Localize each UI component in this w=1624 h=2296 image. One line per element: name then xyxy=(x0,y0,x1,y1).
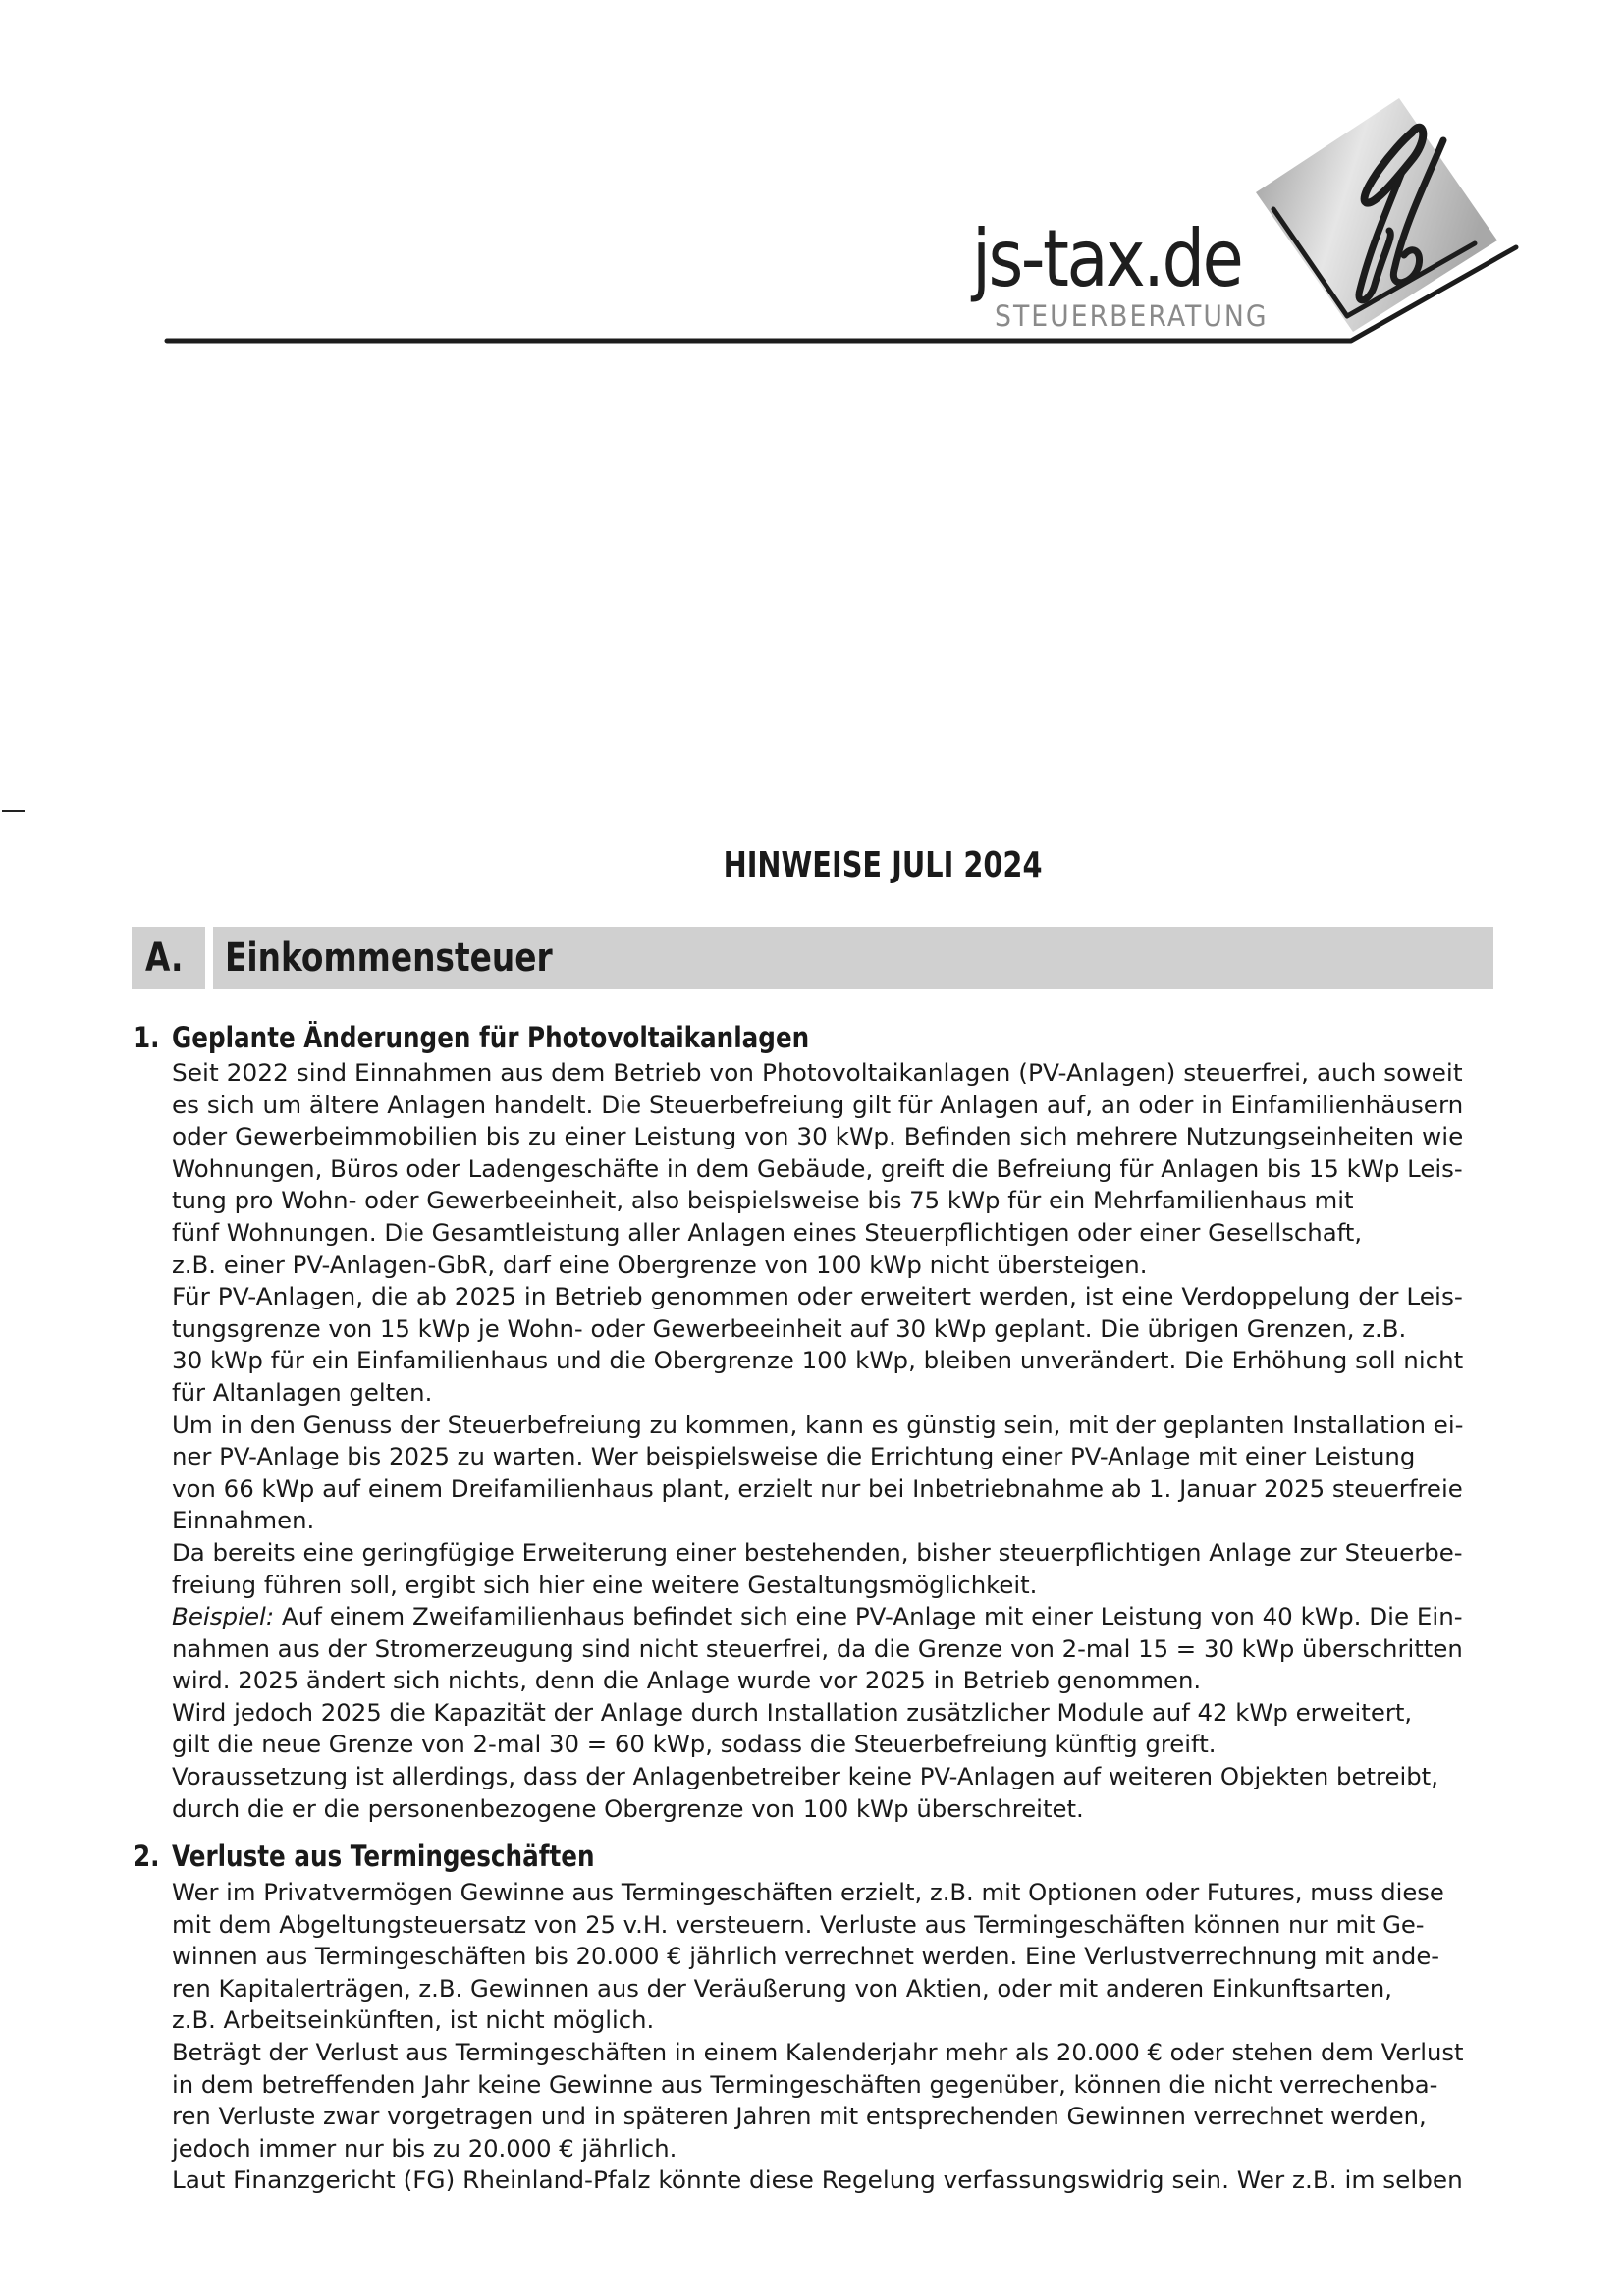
logo-subtitle: STEUERBERATUNG xyxy=(995,299,1269,333)
section-letter: A. xyxy=(145,935,184,981)
body-text-line xyxy=(172,1057,1509,1090)
logo-wordmark: js-tax.de xyxy=(972,213,1242,304)
body-text-line xyxy=(172,1877,1477,1909)
body-text-line xyxy=(172,1250,1482,1282)
body-text: es sich um ältere Anlagen handelt. Die Steuerbefreiung gilt für Anlagen auf, an oder in Einfamilienhäusern xyxy=(172,1091,1464,1119)
item-title: Geplante Änderungen für Photovoltaikanlagen xyxy=(172,1021,810,1054)
section-title: Einkommensteuer xyxy=(225,935,553,981)
logo-graphic xyxy=(0,0,1624,373)
body-text-line xyxy=(172,1729,1482,1761)
section-letter-box xyxy=(132,927,205,989)
body-text-line xyxy=(172,1761,1482,1793)
body-text-line xyxy=(172,2037,1477,2069)
body-text: Da bereits eine geringfügige Erweiterung einer bestehenden, bisher steuerpflichtigen Anlage zur Steuerbe- xyxy=(172,1538,1463,1567)
body-text: z.B. einer PV-Anlagen-GbR, darf eine Obergrenze von 100 kWp nicht übersteigen. xyxy=(172,1251,1148,1279)
body-text-line xyxy=(172,1505,1482,1537)
body-text-line xyxy=(172,1633,1482,1666)
body-text: Seit 2022 sind Einnahmen aus dem Betrieb von Photovoltaikanlagen (PV-Anlagen) steuerfrei, auch soweit xyxy=(172,1059,1463,1087)
body-text: von 66 kWp auf einem Dreifamilienhaus plant, erzielt nur bei Inbetriebnahme ab 1. Januar 2025 steuerfreie xyxy=(172,1474,1463,1503)
body-text: Beträgt der Verlust aus Termingeschäften in einem Kalenderjahr mehr als 20.000 € oder stehen dem Verlust xyxy=(172,2038,1464,2066)
body-text-line xyxy=(172,1153,1486,1186)
body-text: oder Gewerbeimmobilien bis zu einer Leistung von 30 kWp. Befinden sich mehrere Nutzungseinheiten wie xyxy=(172,1123,1464,1151)
body-text-line xyxy=(172,2164,1501,2197)
body-text: mit dem Abgeltungsteuersatz von 25 v.H. versteuern. Verluste aus Termingeschäften können nur mit Ge- xyxy=(172,1910,1425,1939)
body-text-line xyxy=(172,1570,1482,1602)
body-text-line xyxy=(172,1441,1482,1473)
body-text-line xyxy=(172,1121,1500,1153)
fold-mark xyxy=(2,810,25,812)
body-text: Für PV-Anlagen, die ab 2025 in Betrieb genommen oder erweitert werden, ist eine Verdoppelung der Leis- xyxy=(172,1283,1463,1311)
body-text: nahmen aus der Stromerzeugung sind nicht steuerfrei, da die Grenze von 2-mal 15 = 30 kWp überschritten xyxy=(172,1634,1463,1663)
body-text: jedoch immer nur bis zu 20.000 € jährlich. xyxy=(172,2134,677,2163)
body-text: tungsgrenze von 15 kWp je Wohn- oder Gewerbeeinheit auf 30 kWp geplant. Die übrigen Grenzen, z.B. xyxy=(172,1314,1407,1343)
body-text-line xyxy=(172,2133,1477,2165)
document-title-text: HINWEISE JULI 2024 xyxy=(723,845,1043,885)
body-text: Wohnungen, Büros oder Ladengeschäfte in dem Gebäude, greift die Befreiung für Anlagen bis 15 kWp Leis- xyxy=(172,1154,1463,1183)
item-number: 1. xyxy=(134,1021,160,1054)
body-text-line xyxy=(172,1537,1486,1570)
body-text: für Altanlagen gelten. xyxy=(172,1378,433,1407)
body-text-line xyxy=(172,1909,1477,1942)
body-text-line xyxy=(172,2101,1477,2133)
example-label: Beispiel: xyxy=(172,1603,275,1631)
body-text: gilt die neue Grenze von 2-mal 30 = 60 kWp, sodass die Steuerbefreiung künftig greift. xyxy=(172,1731,1217,1759)
body-text: Laut Finanzgericht (FG) Rheinland-Pfalz könnte diese Regelung verfassungswidrig sein. Wer z.B. im selben xyxy=(172,2166,1463,2195)
section-title-box xyxy=(213,927,1493,989)
body-text: Wer im Privatvermögen Gewinne aus Termingeschäften erzielt, z.B. mit Optionen oder Futures, muss diese xyxy=(172,1879,1444,1906)
body-text: z.B. Arbeitseinkünften, ist nicht möglich. xyxy=(172,2006,655,2035)
body-text: wird. 2025 ändert sich nichts, denn die Anlage wurde vor 2025 in Betrieb genommen. xyxy=(172,1667,1202,1695)
body-text: in dem betreffenden Jahr keine Gewinne aus Termingeschäften gegenüber, können die nicht verrechenba- xyxy=(172,2070,1438,2099)
body-text: Einnahmen. xyxy=(172,1507,315,1535)
body-text: ren Kapitalerträgen, z.B. Gewinnen aus der Veräußerung von Aktien, oder mit anderen Einkunftsarten, xyxy=(172,1974,1392,2002)
body-text-line xyxy=(172,1793,1482,1826)
body-text-line xyxy=(172,1697,1482,1730)
body-text: Wird jedoch 2025 die Kapazität der Anlage durch Installation zusätzlicher Module auf 42 kWp erweitert, xyxy=(172,1698,1413,1727)
body-text-line xyxy=(172,1313,1482,1346)
body-text-line xyxy=(172,2004,1477,2037)
item-number: 2. xyxy=(134,1840,160,1873)
body-text-line xyxy=(172,1473,1486,1506)
body-text: ren Verluste zwar vorgetragen und in späteren Jahren mit entsprechenden Gewinnen verrechnet werden, xyxy=(172,2103,1427,2131)
body-text-line xyxy=(172,1090,1497,1122)
item-body xyxy=(172,1877,1463,2197)
document-title xyxy=(0,844,1624,887)
item-title: Verluste aus Termingeschäften xyxy=(172,1840,595,1873)
body-text-line xyxy=(172,2069,1477,2102)
body-text: freiung führen soll, ergibt sich hier eine weitere Gestaltungsmöglichkeit. xyxy=(172,1571,1038,1599)
body-text: Um in den Genuss der Steuerbefreiung zu kommen, kann es günstig sein, mit der geplanten Installation ei- xyxy=(172,1411,1464,1439)
body-text: fünf Wohnungen. Die Gesamtleistung aller Anlagen eines Steuerpflichtigen oder einer Gesellschaft, xyxy=(172,1218,1363,1247)
body-text-line xyxy=(172,1941,1477,1973)
item-body xyxy=(172,1057,1463,1825)
body-text: durch die er die personenbezogene Obergrenze von 100 kWp überschreitet. xyxy=(172,1794,1084,1823)
body-text: tung pro Wohn- oder Gewerbeeinheit, also beispielsweise bis 75 kWp für ein Mehrfamilienhaus mit xyxy=(172,1187,1354,1215)
body-text-line xyxy=(172,1185,1482,1217)
body-text: Voraussetzung ist allerdings, dass der Anlagenbetreiber keine PV-Anlagen auf weiteren Objekten betreibt, xyxy=(172,1763,1438,1791)
body-text-line xyxy=(172,1217,1482,1250)
body-text: ner PV-Anlage bis 2025 zu warten. Wer beispielsweise die Errichtung einer PV-Anlage mit einer Leistung xyxy=(172,1443,1416,1471)
body-text-line xyxy=(172,1377,1482,1410)
body-text-line xyxy=(172,1281,1507,1313)
body-text: Auf einem Zweifamilienhaus befindet sich eine PV-Anlage mit einer Leistung von 40 kWp. Die Ein- xyxy=(274,1603,1463,1631)
body-text-line xyxy=(172,1345,1490,1377)
body-text-line xyxy=(172,1973,1477,2005)
body-text: 30 kWp für ein Einfamilienhaus und die Obergrenze 100 kWp, bleiben unverändert. Die Erhöhung soll nicht xyxy=(172,1347,1464,1375)
body-text-line xyxy=(172,1601,1492,1633)
company-logo xyxy=(0,0,1624,373)
body-text: winnen aus Termingeschäften bis 20.000 € jährlich verrechnet werden. Eine Verlustverrechnung mit ande- xyxy=(172,1943,1439,1971)
body-text-line xyxy=(172,1410,1490,1442)
body-text-line xyxy=(172,1665,1482,1697)
